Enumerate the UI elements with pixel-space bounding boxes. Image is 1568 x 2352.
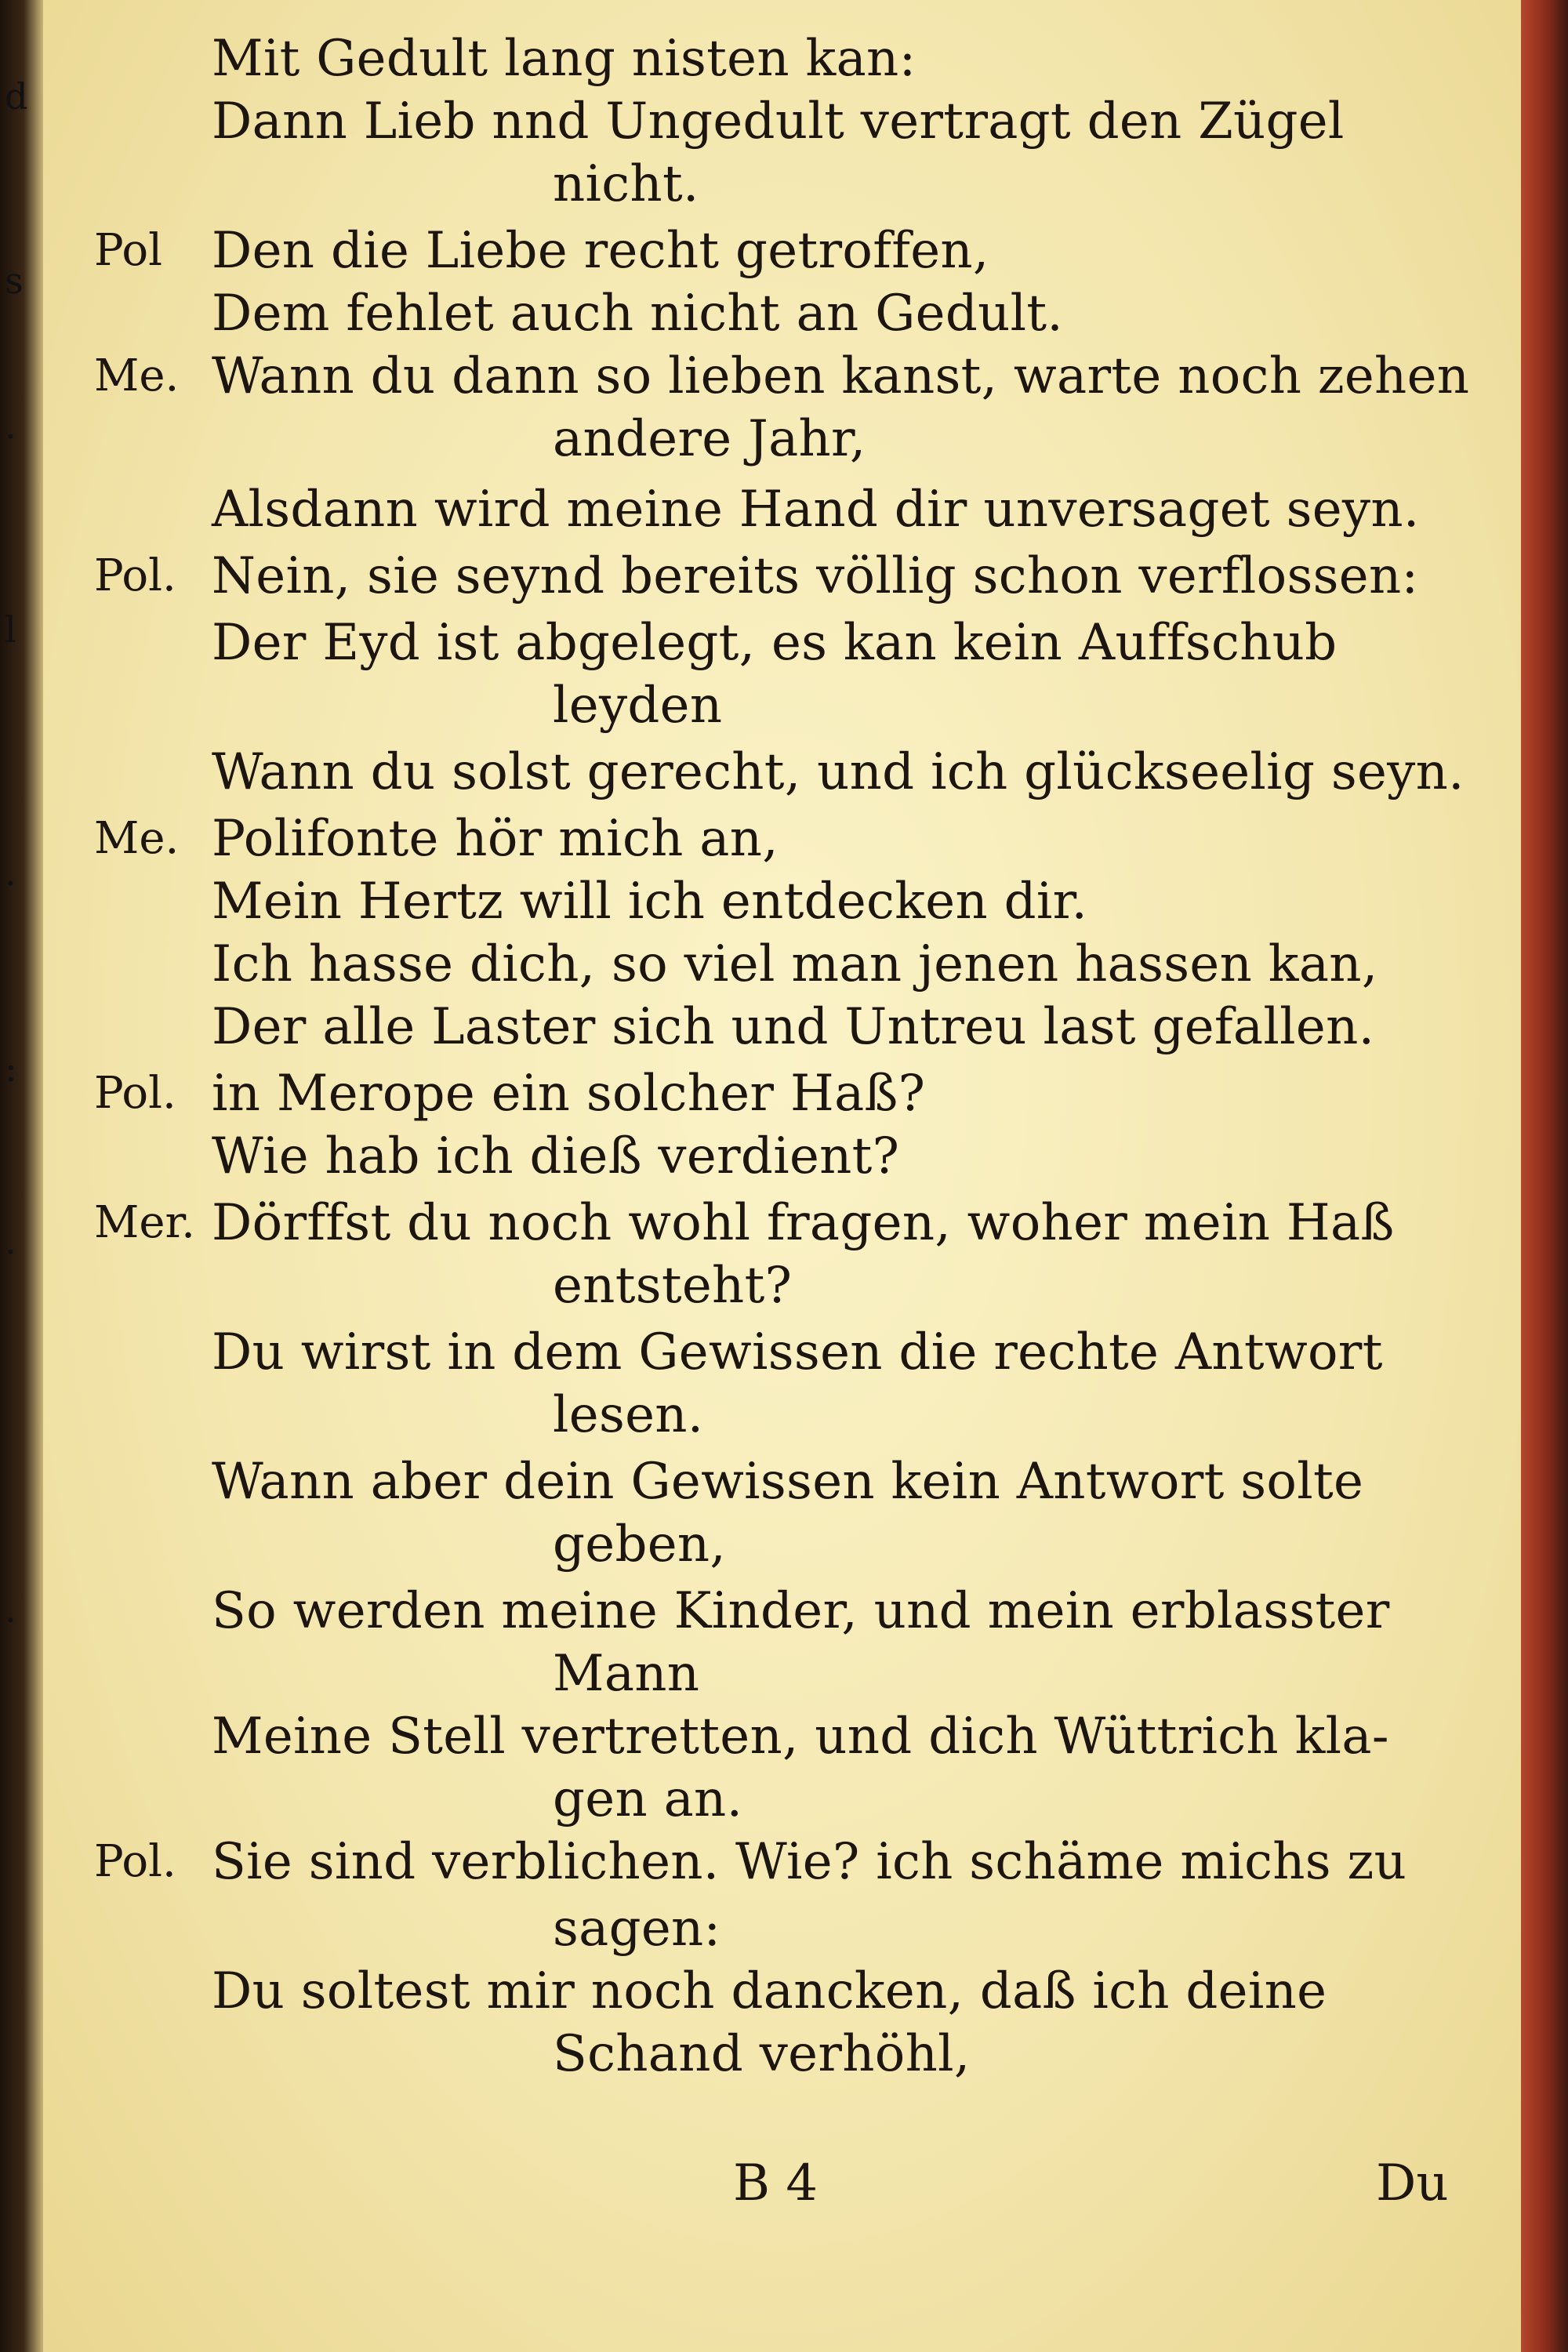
text-line: Alsdann wird meine Hand dir unversaget seyn. (212, 481, 1420, 539)
text-line: gen an. (553, 1770, 743, 1828)
speaker-label: Mer. (94, 1197, 195, 1248)
margin-mark: . (5, 405, 16, 447)
text-line: leyden (553, 677, 723, 735)
text-line: Dörffst du noch wohl fragen, woher mein Haß (212, 1194, 1395, 1252)
margin-mark: . (5, 851, 16, 894)
text-line: Nein, sie seynd bereits völlig schon verflossen: (212, 547, 1419, 605)
signature-mark: B 4 (733, 2154, 818, 2212)
speaker-label: Me. (94, 350, 180, 401)
margin-mark: : (5, 1047, 17, 1090)
text-line: Du wirst in dem Gewissen die rechte Antwort (212, 1323, 1383, 1381)
text-line: So werden meine Kinder, und mein erblasster (212, 1582, 1390, 1640)
margin-mark: . (5, 1588, 16, 1631)
text-line: Mit Gedult lang nisten kan: (212, 30, 916, 88)
text-line: Schand verhöhl, (553, 2025, 971, 2083)
text-line: andere Jahr, (553, 410, 866, 468)
text-line: Meine Stell vertretten, und dich Wüttrich kla- (212, 1708, 1389, 1766)
text-line: lesen. (553, 1386, 704, 1444)
text-line: Sie sind verblichen. Wie? ich schäme michs zu (212, 1833, 1407, 1891)
text-line: entsteht? (553, 1257, 793, 1315)
catchword: Du (1376, 2154, 1449, 2212)
text-line: Du soltest mir noch dancken, daß ich deine (212, 1962, 1327, 2020)
text-line: Ich hasse dich, so viel man jenen hassen kan, (212, 935, 1378, 993)
speaker-label: Pol (94, 225, 163, 276)
text-line: Wann du dann so lieben kanst, warte noch zehen (212, 347, 1470, 405)
left-margin-marks (0, 0, 39, 2352)
speaker-label: Pol. (94, 1068, 176, 1119)
speaker-label: Pol. (94, 550, 176, 601)
left-page-edge (0, 0, 43, 2352)
text-line: Der Eyd ist abgelegt, es kan kein Auffschub (212, 614, 1338, 672)
margin-mark: s (5, 260, 24, 302)
text-line: Wann aber dein Gewissen kein Antwort solte (212, 1453, 1364, 1511)
right-page-edge (1521, 0, 1568, 2352)
text-line: in Merope ein solcher Haß? (212, 1065, 926, 1123)
text-line: Dann Lieb nnd Ungedult vertragt den Zügel (212, 93, 1345, 151)
text-line: Polifonte hör mich an, (212, 810, 779, 868)
text-line: Wie hab ich dieß verdient? (212, 1127, 900, 1185)
text-line: geben, (553, 1515, 727, 1573)
text-line: Den die Liebe recht getroffen, (212, 222, 989, 280)
margin-mark: l (5, 608, 16, 651)
speaker-label: Me. (94, 813, 180, 864)
text-line: Dem fehlet auch nicht an Gedult. (212, 285, 1064, 343)
text-line: nicht. (553, 155, 699, 213)
text-line: Wann du solst gerecht, und ich glückseelig seyn. (212, 743, 1465, 801)
margin-mark: . (5, 1220, 16, 1262)
text-line: Der alle Laster sich und Untreu last gefallen. (212, 998, 1375, 1056)
text-line: sagen: (553, 1900, 721, 1958)
speaker-label: Pol. (94, 1836, 176, 1887)
book-page (43, 0, 1521, 2352)
text-line: Mein Hertz will ich entdecken dir. (212, 873, 1088, 931)
margin-mark: d (5, 75, 28, 118)
text-line: Mann (553, 1645, 700, 1703)
